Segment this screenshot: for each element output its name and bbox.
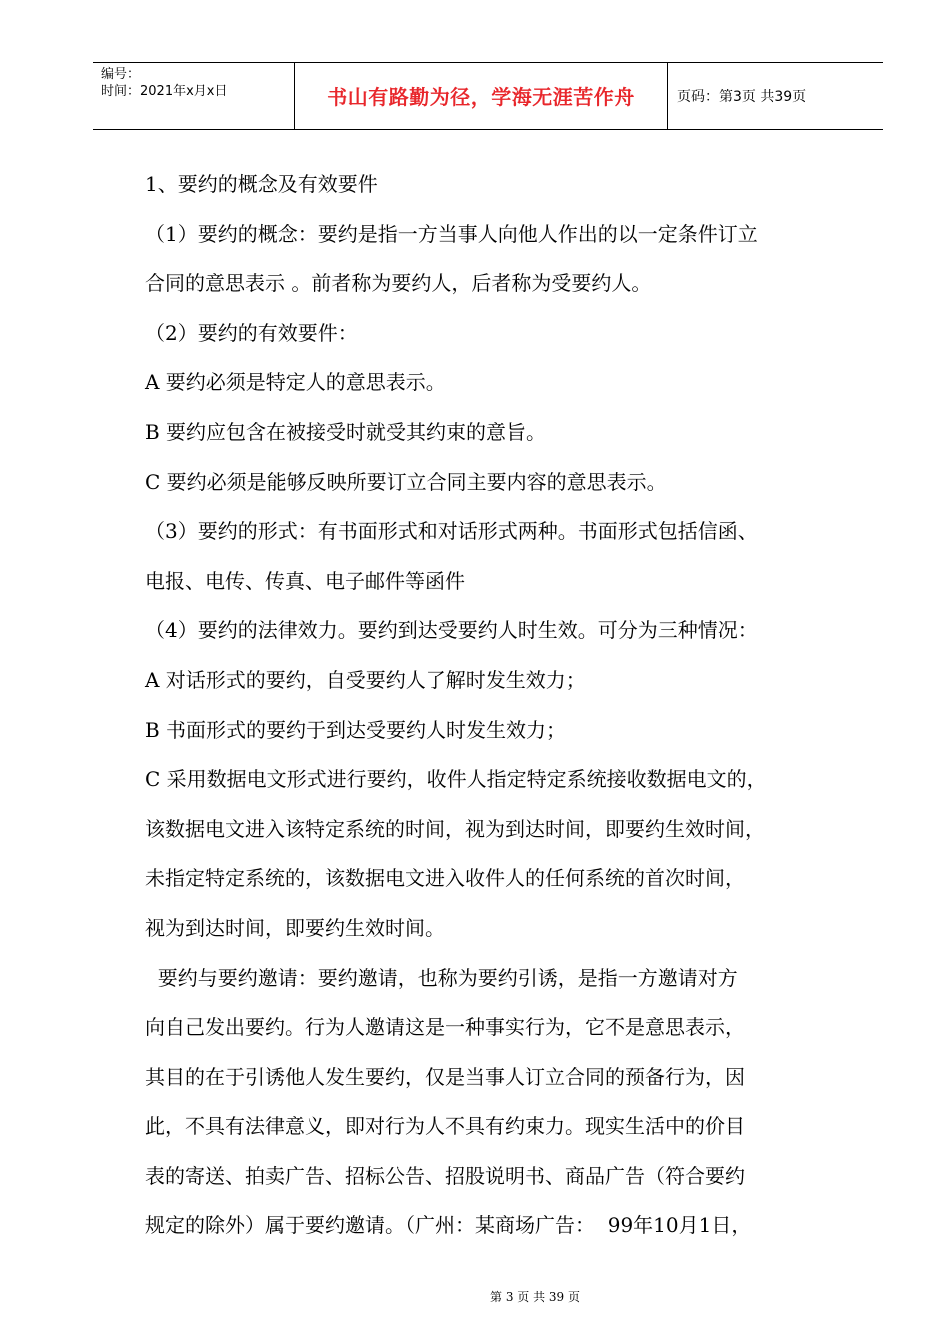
body-line: （3）要约的形式：有书面形式和对话形式两种。书面形式包括信函、	[145, 519, 758, 544]
time-label: 时间：2021年x月x日	[101, 84, 228, 99]
body-line: 表的寄送、拍卖广告、招标公告、招股说明书、商品广告（符合要约	[145, 1163, 745, 1188]
serial-label: 编号：	[101, 67, 141, 82]
body-line: （1）要约的概念：要约是指一方当事人向他人作出的以一定条件订立	[145, 221, 758, 246]
body-line: 1、要约的概念及有效要件	[145, 172, 378, 196]
page-footer: 第 3 页 共 39 页	[490, 1290, 580, 1304]
header-page-info: 页码：第3页 共39页	[677, 89, 807, 105]
body-line: 其目的在于引诱他人发生要约，仅是当事人订立合同的预备行为，因	[145, 1064, 745, 1089]
header-motto: 书山有路勤为径，学海无涯苦作舟	[295, 63, 668, 129]
body-line: 此，不具有法律意义，即对行为人不具有约束力。现实生活中的价目	[145, 1114, 745, 1139]
body-line: 合同的意思表示 。前者称为要约人，后者称为受要约人。	[145, 271, 652, 296]
body-line: 未指定特定系统的，该数据电文进入收件人的任何系统的首次时间，	[145, 866, 745, 891]
body-line: （4）要约的法律效力。要约到达受要约人时生效。可分为三种情况：	[145, 618, 758, 643]
body-line: 要约与要约邀请：要约邀请，也称为要约引诱，是指一方邀请对方	[145, 965, 738, 990]
body-line: C 采用数据电文形式进行要约，收件人指定特定系统接收数据电文的，	[145, 767, 767, 792]
body-line: B 要约应包含在被接受时就受其约束的意旨。	[145, 419, 547, 444]
body-line: C 要约必须是能够反映所要订立合同主要内容的意思表示。	[145, 469, 667, 494]
header-meta	[93, 63, 295, 129]
body-line: 电报、电传、传真、电子邮件等函件	[145, 568, 465, 593]
body-line: （2）要约的有效要件：	[145, 320, 358, 345]
body-line: 视为到达时间，即要约生效时间。	[145, 915, 445, 940]
body-line: 向自己发出要约。行为人邀请这是一种事实行为，它不是意思表示，	[145, 1015, 745, 1040]
document-body	[145, 160, 850, 1251]
body-line: A 要约必须是特定人的意思表示。	[145, 370, 446, 395]
body-line: B 书面形式的要约于到达受要约人时发生效力；	[145, 717, 567, 742]
page-header	[93, 62, 883, 130]
body-line: A 对话形式的要约，自受要约人了解时发生效力；	[145, 667, 586, 692]
body-line: 该数据电文进入该特定系统的时间，视为到达时间，即要约生效时间，	[145, 816, 765, 841]
body-line: 规定的除外）属于要约邀请。（广州：某商场广告： 99年10月1日，	[145, 1213, 752, 1238]
